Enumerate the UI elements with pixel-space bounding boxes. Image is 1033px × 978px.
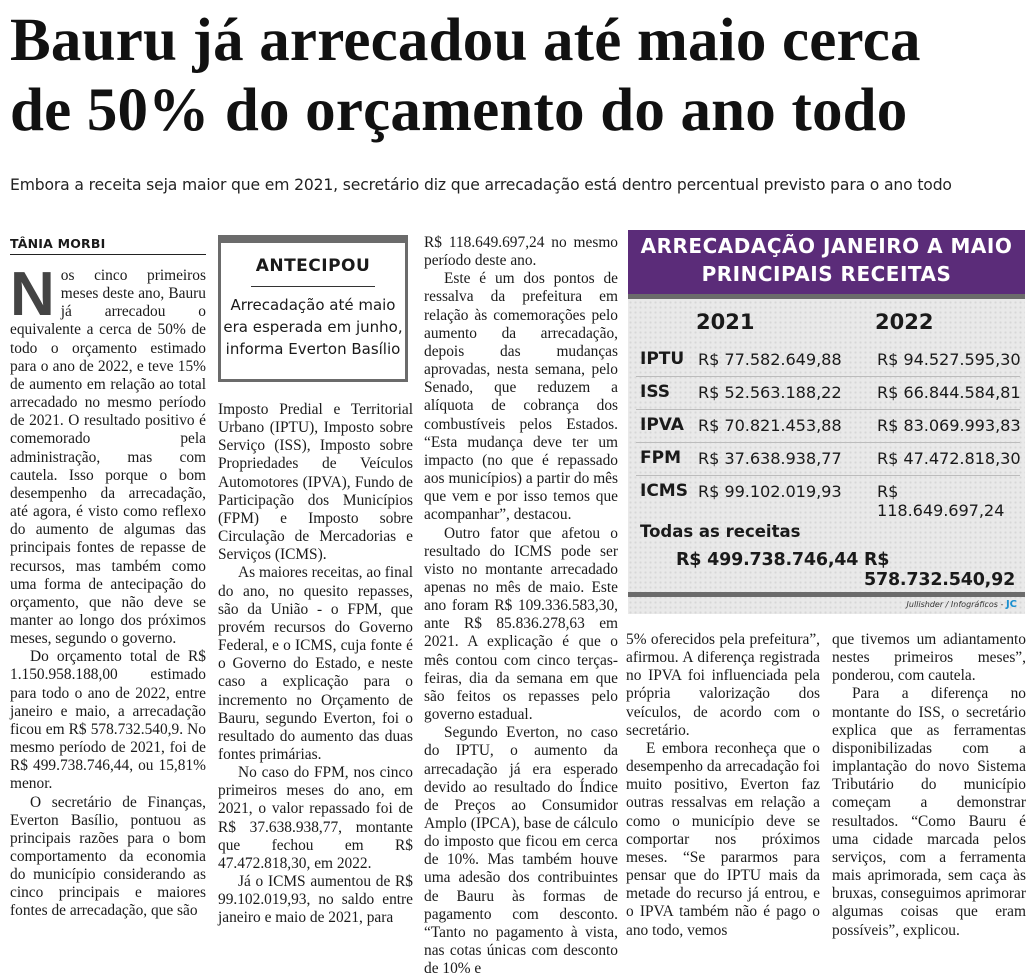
infographic-title: ARRECADAÇÃO JANEIRO A MAIO bbox=[640, 234, 1013, 258]
cell-2022: R$ 94.527.595,30 bbox=[877, 350, 1021, 369]
divider bbox=[628, 592, 1025, 597]
paragraph: As maiores receitas, ao final do ano, no quesito repasses, são da União - o FPM, que provém recursos do Governo Federal, e o ICMS, cuja fonte é o Governo do Estado, e neste caso a explicação para o incremento no Orçamento de Bauru, segundo Everton, foi o resultado do aumento das duas fontes primárias. bbox=[218, 564, 413, 763]
column-header-2022: 2022 bbox=[875, 310, 934, 334]
subheadline: Embora a receita seja maior que em 2021, secretário diz que arrecadação está dentro percentual previsto para o ano todo bbox=[10, 176, 952, 194]
article-column-1 bbox=[10, 260, 206, 921]
article-column-2 bbox=[218, 401, 413, 928]
paragraph: que tivemos um adiantamento nestes primeiros meses”, ponderou, com cautela. bbox=[832, 631, 1026, 685]
headline-line-1: Bauru já arrecadou até maio cerca bbox=[10, 7, 921, 74]
paragraph: Imposto Predial e Territorial Urbano (IPTU), Imposto sobre Serviço (ISS), Imposto sobre Propriedades de Veículos Automotores (IPVA), Fundo de Participação dos Municípios (FPM) e Imposto sobre Circulação de Mercadorias e Serviços (ICMS). bbox=[218, 401, 413, 564]
cell-2022: R$ 47.472.818,30 bbox=[877, 449, 1021, 468]
row-label: ICMS bbox=[640, 481, 688, 501]
infographic-header bbox=[628, 230, 1025, 294]
drop-cap: N bbox=[10, 260, 55, 329]
cell-2021: R$ 52.563.188,22 bbox=[698, 383, 842, 402]
row-label: FPM bbox=[640, 448, 681, 468]
sidebar-box bbox=[218, 235, 408, 382]
column-header-2021: 2021 bbox=[696, 310, 755, 334]
paragraph: 5% oferecidos pela prefeitura”, afirmou. A diferença registrada no IPVA foi influenciada pela própria valorização dos veículos, de acordo com o secretário. bbox=[626, 631, 820, 739]
headline-line-2: de 50% do orçamento do ano todo bbox=[10, 77, 908, 144]
paragraph: Outro fator que afetou o resultado do ICMS pode ser visto no montante arrecadado apenas no mês de maio. Este ano foram R$ 109.336.583,30, ante R$ 85.836.278,63 em 2021. A explicação é que o mês contou com cinco terças-feiras, dia da semana em que são feitos os repasses pelo governo estadual. bbox=[424, 524, 618, 724]
divider bbox=[251, 286, 375, 287]
cell-2021: R$ 37.638.938,77 bbox=[698, 449, 842, 468]
infographic-credit bbox=[907, 599, 1017, 610]
infographic-subtitle: PRINCIPAIS RECEITAS bbox=[701, 262, 952, 286]
jc-logo-icon: JC bbox=[1005, 599, 1017, 610]
cell-2022: R$ 118.649.697,24 bbox=[877, 482, 1005, 520]
paragraph: Já o ICMS aumentou de R$ 99.102.019,93, no saldo entre janeiro e maio de 2021, para bbox=[218, 873, 413, 927]
paragraph: Do orçamento total de R$ 1.150.958.188,00 estimado para todo o ano de 2022, entre janeiro e maio, a arrecadação ficou em R$ 578.732.540,9. No mesmo período de 2021, foi de R$ 499.738.746,44, ou 15,81% menor. bbox=[10, 648, 206, 793]
paragraph-text: os cinco primeiros meses deste ano, Bauru já arrecadou o equivalente a cerca de 50% de todo o orçamento estimado para o ano de 2022, e teve 15% de aumento em relação ao total arrecadado no mesmo período de 2021. O resultado positivo é comemorado pela administração, mas com cautela. Isso porque o bom desempenho da arrecadação, até agora, é visto como reflexo do aumento de algumas das principais fontes de repasse de recursos, mas também como uma forma de antecipação do orçamento, que não deve se manter ao longo dos próximos meses, segundo o governo. bbox=[10, 267, 206, 648]
paragraph: Segundo Everton, no caso do IPTU, o aumento da arrecadação já era esperado devido ao resultado do Índice de Preços ao Consumidor Amplo (IPCA), base de cálculo do imposto que ficou em cerca de 10%. Mas também houve uma adesão dos contribuintes de Bauru às formas de pagamento com desconto. “Tanto no pagamento à vista, nas cotas únicas com desconto de 10% e bbox=[424, 724, 618, 978]
cell-2022: R$ 66.844.584,81 bbox=[877, 383, 1021, 402]
paragraph: O secretário de Finanças, Everton Basílio, pontuou as principais razões para o bom comportamento da economia do município considerando as cinco principais e maiores fontes de arrecadação, que são bbox=[10, 793, 206, 920]
paragraph: Este é um dos pontos de ressalva da prefeitura em relação às comemorações pelo aumento da arrecadação, depois das mudanças aprovadas, nesta semana, pelo Senado, que reduzem a alíquota de cobrança dos combustíveis pelos Estados. “Esta mudança deve ter um impacto (no que é repassado aos municípios) a partir do mês que vem e por isso temos que acompanhar”, destacou. bbox=[424, 270, 618, 524]
sidebar-box-title: ANTECIPOU bbox=[255, 256, 371, 276]
total-label: Todas as receitas bbox=[640, 522, 801, 541]
total-2021: R$ 499.738.746,44 bbox=[676, 550, 859, 570]
byline: TÂNIA MORBI bbox=[10, 236, 206, 255]
row-divider bbox=[636, 475, 1020, 476]
cell-2022: R$ 83.069.993,83 bbox=[877, 416, 1021, 435]
paragraph: E embora reconheça que o desempenho da arrecadação foi muito positivo, Everton faz outras ressalvas em relação a como o município deve se comportar nos próximos meses. “Se pararmos para pensar que do IPTU mais da metade do recurso já entrou, e o IPVA também não é pago o ano todo, vemos bbox=[626, 739, 820, 939]
revenue-infographic bbox=[628, 230, 1025, 614]
cell-2021: R$ 77.582.649,88 bbox=[698, 350, 842, 369]
paragraph: R$ 118.649.697,24 no mesmo período deste ano. bbox=[424, 234, 618, 270]
sidebar-box-text: Arrecadação até maio era esperada em junho, informa Everton Basílio bbox=[223, 296, 403, 359]
row-divider bbox=[636, 409, 1020, 410]
article-column-3 bbox=[424, 234, 618, 978]
infographic-table bbox=[628, 298, 1025, 592]
row-label: ISS bbox=[640, 382, 671, 402]
headline bbox=[10, 6, 1025, 146]
row-label: IPTU bbox=[640, 349, 685, 369]
cell-2021: R$ 70.821.453,88 bbox=[698, 416, 842, 435]
cell-2021: R$ 99.102.019,93 bbox=[698, 482, 842, 501]
article-column-5 bbox=[832, 631, 1026, 940]
paragraph: No caso do FPM, nos cinco primeiros meses do ano, em 2021, o valor repassado foi de R$ 37.638.938,77, montante que fechou em R$ 47.472.818,30, em 2022. bbox=[218, 764, 413, 872]
total-2022: R$ 578.732.540,92 bbox=[864, 550, 1016, 590]
paragraph: Para a diferença no montante do ISS, o secretário explica que as ferramentas disponibilizadas com a implantação do novo Sistema Tributário do município começam a demonstrar resultados. “Como Bauru é uma cidade marcada pelos serviços, com a ferramenta mais aprimorada, sem caça às bruxas, conseguimos aprimorar algumas coisas que eram possíveis”, explicou. bbox=[832, 685, 1026, 939]
paragraph bbox=[10, 260, 206, 648]
row-label: IPVA bbox=[640, 415, 684, 435]
row-divider bbox=[636, 442, 1020, 443]
row-divider bbox=[636, 376, 1020, 377]
credit-text: Jullishder / Infográficos - bbox=[906, 600, 1004, 609]
article-column-4 bbox=[626, 631, 820, 940]
